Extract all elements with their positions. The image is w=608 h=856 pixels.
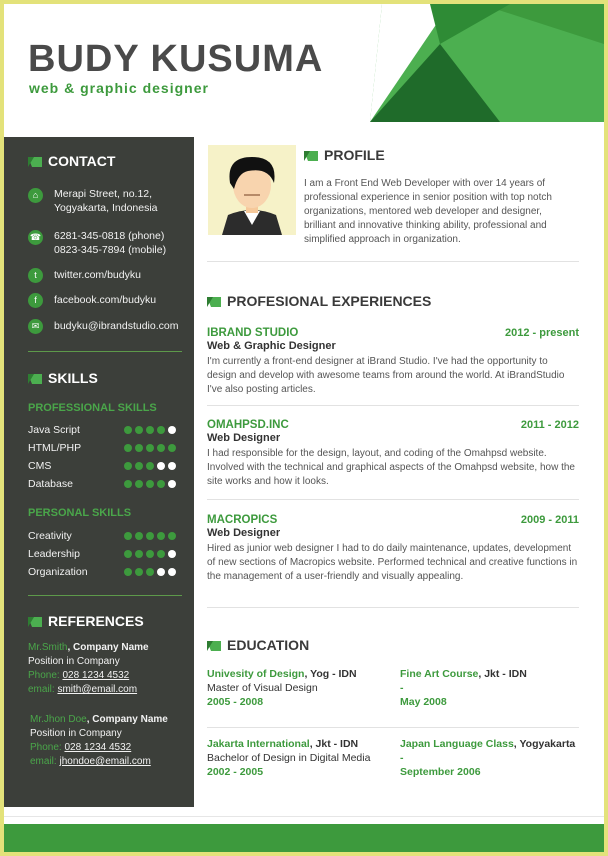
skill-rating [124, 461, 179, 473]
rating-dot-empty [157, 568, 165, 576]
rating-dot-filled [146, 480, 154, 488]
divider [207, 727, 579, 728]
phone-icon: ☎ [28, 230, 43, 245]
skill-row [28, 478, 186, 490]
skill-rating [124, 567, 179, 579]
skill-rating [124, 443, 179, 455]
personal-skills-heading: PERSONAL SKILLS [28, 507, 132, 519]
rating-dot-filled [157, 532, 165, 540]
flag-icon [28, 374, 42, 384]
facebook-icon: f [28, 293, 43, 308]
education-heading: EDUCATION [207, 637, 309, 653]
rating-dot-empty [168, 426, 176, 434]
rating-dot-filled [135, 532, 143, 540]
contact-heading: CONTACT [28, 153, 115, 169]
divider [28, 595, 182, 596]
references-heading: REFERENCES [28, 613, 144, 629]
rating-dot-filled [135, 444, 143, 452]
skill-name: Database [28, 478, 73, 490]
divider [207, 607, 579, 608]
rating-dot-empty [168, 550, 176, 558]
skill-row [28, 442, 186, 454]
experience-heading: PROFESIONAL EXPERIENCES [207, 293, 431, 309]
profile-heading: PROFILE [304, 147, 385, 163]
candidate-name: BUDY KUSUMA [28, 38, 324, 80]
home-icon: ⌂ [28, 188, 43, 203]
skill-name: Organization [28, 566, 88, 578]
phone-numbers: 6281-345-0818 (phone) 0823-345-7894 (mobile) [54, 230, 167, 256]
experience-item: MACROPICS 2009 - 2011 Web Designer Hired as junior web designer I had to do daily maintenance, updates, development of new sections of Macropics website. Performed technical and creative functions in the management of a user-friendly and visually appealing. [207, 514, 579, 582]
flag-icon [207, 641, 221, 651]
skill-row [28, 548, 186, 560]
facebook-link[interactable]: facebook.com/budyku [54, 294, 157, 306]
reference-item: Mr.Smith, Company Name Position in Company Phone: 028 1234 4532 email: smith@email.com [28, 642, 149, 695]
rating-dot-filled [146, 568, 154, 576]
footer-line [4, 816, 604, 817]
rating-dot-filled [124, 532, 132, 540]
candidate-title: web & graphic designer [29, 80, 209, 96]
rating-dot-filled [124, 550, 132, 558]
rating-dot-filled [168, 444, 176, 452]
twitter-icon: t [28, 268, 43, 283]
rating-dot-empty [168, 462, 176, 470]
header-decoration [370, 4, 604, 122]
skill-row [28, 424, 186, 436]
profile-text: I am a Front End Web Developer with over 14 years of professional experience in senior position with top notch organizations, mentored web developer and designer, brilliant and innovative thinking ability, professional and simplified approach in organization. [304, 178, 552, 245]
skill-row [28, 566, 186, 578]
education-item: Univesity of Design, Yog - IDN Master of Visual Design 2005 - 2008 [207, 668, 357, 708]
skill-rating [124, 549, 179, 561]
skill-name: Leadership [28, 548, 80, 560]
skill-row [28, 530, 186, 542]
rating-dot-filled [157, 426, 165, 434]
rating-dot-filled [124, 480, 132, 488]
skill-name: Creativity [28, 530, 72, 542]
skill-row [28, 460, 186, 472]
sidebar [4, 137, 194, 807]
rating-dot-filled [157, 444, 165, 452]
rating-dot-empty [168, 568, 176, 576]
rating-dot-filled [124, 462, 132, 470]
education-item: Japan Language Class, Yogyakarta - September 2006 [400, 738, 576, 778]
skills-heading: SKILLS [28, 370, 98, 386]
reference-email-link[interactable]: smith@email.com [57, 684, 138, 695]
twitter-link[interactable]: twitter.com/budyku [54, 269, 141, 281]
rating-dot-filled [135, 550, 143, 558]
experience-item: OMAHPSD.INC 2011 - 2012 Web Designer I had responsible for the design, layout, and coding of the Omahpsd website. Involved with the technical and graphical aspects of the Omahpsd website, how the site works and how it looks. [207, 419, 579, 487]
rating-dot-filled [157, 480, 165, 488]
avatar-illustration [208, 145, 296, 235]
divider [207, 405, 579, 406]
rating-dot-empty [168, 480, 176, 488]
education-item: Fine Art Course, Jkt - IDN - May 2008 [400, 668, 527, 708]
rating-dot-filled [135, 426, 143, 434]
professional-skills-heading: PROFESSIONAL SKILLS [28, 402, 157, 414]
rating-dot-filled [124, 426, 132, 434]
rating-dot-filled [146, 426, 154, 434]
skill-name: Java Script [28, 424, 80, 436]
skill-rating [124, 531, 179, 543]
flag-icon [207, 297, 221, 307]
flag-icon [28, 157, 42, 167]
rating-dot-filled [168, 532, 176, 540]
rating-dot-filled [157, 550, 165, 558]
skill-rating [124, 425, 179, 437]
rating-dot-filled [146, 550, 154, 558]
address: Merapi Street, no.12, Yogyakarta, Indonesia [54, 188, 158, 214]
rating-dot-filled [146, 462, 154, 470]
rating-dot-filled [146, 444, 154, 452]
rating-dot-filled [124, 444, 132, 452]
rating-dot-filled [146, 532, 154, 540]
reference-email-link[interactable]: jhondoe@email.com [59, 756, 151, 767]
reference-item: Mr.Jhon Doe, Company Name Position in Company Phone: 028 1234 4532 email: jhondoe@email.com [30, 714, 168, 767]
resume-page [4, 4, 604, 852]
skill-rating [124, 479, 179, 491]
education-item: Jakarta International, Jkt - IDN Bachelor of Design in Digital Media 2002 - 2005 [207, 738, 371, 778]
skill-name: HTML/PHP [28, 442, 82, 454]
skill-name: CMS [28, 460, 52, 472]
profile-photo [208, 145, 296, 235]
flag-icon [304, 151, 318, 161]
divider [207, 261, 579, 262]
rating-dot-filled [124, 568, 132, 576]
footer-bar [4, 824, 604, 852]
rating-dot-filled [135, 568, 143, 576]
experience-item: IBRAND STUDIO 2012 - present Web & Graphic Designer I'm currently a front-end designer at iBrand Studio. I've had the opportunity to design and develop with awesome teams from around the world. At iBrandStudio I've also posting articles. [207, 327, 579, 395]
rating-dot-empty [157, 462, 165, 470]
rating-dot-filled [135, 480, 143, 488]
rating-dot-filled [135, 462, 143, 470]
divider [28, 351, 182, 352]
divider [207, 499, 579, 500]
email-link[interactable]: budyku@ibrandstudio.com [54, 320, 179, 332]
flag-icon [28, 617, 42, 627]
mail-icon: ✉ [28, 319, 43, 334]
